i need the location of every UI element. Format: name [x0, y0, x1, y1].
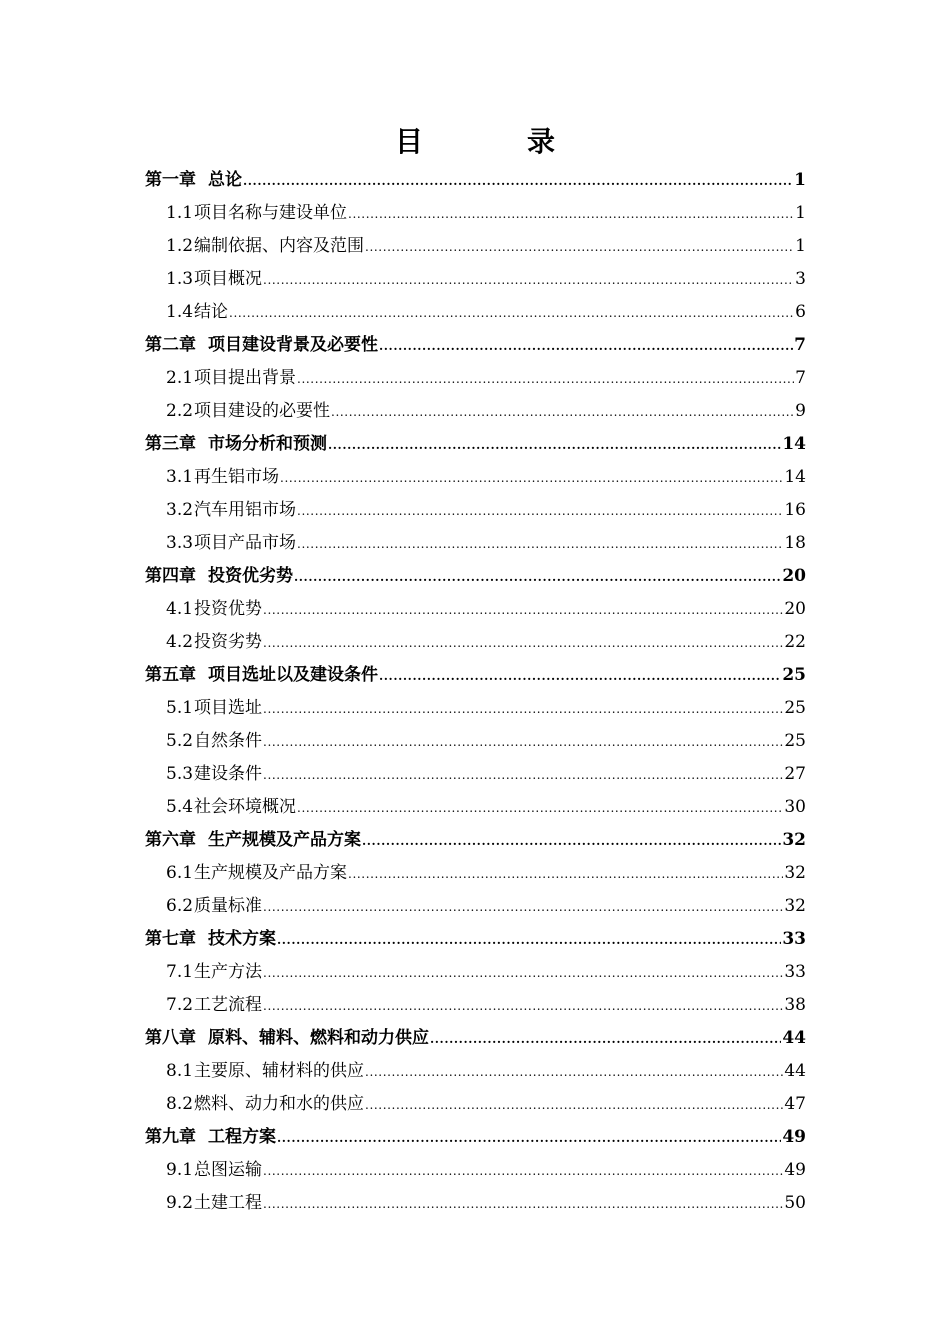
toc-entry-label — [166, 857, 347, 890]
toc-page-number: 38 — [784, 995, 806, 1015]
toc-entry-number: 第七章 — [145, 929, 196, 949]
dot-leader — [430, 1023, 781, 1056]
toc-entry-title: 投资优势 — [194, 599, 263, 619]
dot-leader — [263, 1155, 783, 1188]
toc-entry-label — [166, 1154, 262, 1187]
toc-page-number: 20 — [782, 566, 806, 586]
toc-entry-title: 生产规模及产品方案 — [194, 863, 348, 883]
dot-leader — [263, 1188, 783, 1221]
dot-leader — [229, 297, 794, 330]
toc-page-number: 7 — [795, 368, 806, 388]
toc-entry-title: 编制依据、内容及范围 — [194, 236, 365, 256]
toc-chapter-entry[interactable] — [145, 1022, 806, 1055]
dot-leader — [297, 528, 783, 561]
toc-section-entry[interactable] — [145, 989, 806, 1022]
toc-page-number: 1 — [795, 203, 806, 223]
toc-entry-label — [166, 626, 262, 659]
toc-entry-title: 结论 — [194, 302, 229, 322]
toc-entry-label — [166, 758, 262, 791]
toc-entry-label — [166, 890, 262, 923]
toc-entry-title: 再生铝市场 — [194, 467, 280, 487]
toc-entry-title: 项目概况 — [194, 269, 263, 289]
toc-entry-number: 第一章 — [145, 170, 196, 190]
toc-entry-title: 工艺流程 — [194, 995, 263, 1015]
toc-section-entry[interactable] — [145, 362, 806, 395]
dot-leader — [263, 957, 783, 990]
toc-entry-label — [166, 989, 262, 1022]
toc-chapter-entry[interactable] — [145, 659, 806, 692]
toc-chapter-entry[interactable] — [145, 1121, 806, 1154]
dot-leader — [297, 792, 783, 825]
toc-entry-number: 1.1 — [166, 203, 194, 223]
dot-leader — [263, 693, 783, 726]
dot-leader — [297, 363, 794, 396]
toc-section-entry[interactable] — [145, 1187, 806, 1220]
toc-entry-title: 项目建设的必要性 — [194, 401, 331, 421]
toc-page-number: 25 — [784, 698, 806, 718]
toc-entry-number: 5.4 — [166, 797, 194, 817]
toc-entry-title: 总论 — [208, 170, 242, 190]
toc-entry-number: 6.1 — [166, 863, 194, 883]
toc-entry-label — [145, 164, 242, 197]
toc-entry-number: 第九章 — [145, 1127, 196, 1147]
toc-chapter-entry[interactable] — [145, 923, 806, 956]
toc-entry-number: 第八章 — [145, 1028, 196, 1048]
toc-chapter-entry[interactable] — [145, 560, 806, 593]
toc-section-entry[interactable] — [145, 1055, 806, 1088]
toc-entry-label — [166, 593, 262, 626]
toc-page-number: 49 — [782, 1127, 806, 1147]
dot-leader — [365, 1089, 783, 1122]
toc-page-number: 1 — [795, 236, 806, 256]
toc-entry-label — [166, 527, 296, 560]
toc-chapter-entry[interactable] — [145, 824, 806, 857]
toc-entry-number: 7.2 — [166, 995, 194, 1015]
dot-leader — [348, 198, 794, 231]
toc-section-entry[interactable] — [145, 725, 806, 758]
dot-leader — [263, 726, 783, 759]
dot-leader — [277, 924, 781, 957]
toc-section-entry[interactable] — [145, 593, 806, 626]
dot-leader — [263, 627, 783, 660]
dot-leader — [362, 825, 781, 858]
toc-entry-title: 燃料、动力和水的供应 — [194, 1094, 365, 1114]
toc-entry-number: 4.1 — [166, 599, 194, 619]
toc-entry-label — [166, 1088, 364, 1121]
toc-section-entry[interactable] — [145, 230, 806, 263]
toc-entry-number: 8.2 — [166, 1094, 194, 1114]
toc-entry-label — [166, 461, 279, 494]
toc-list — [145, 164, 806, 1220]
toc-entry-number: 9.2 — [166, 1193, 194, 1213]
toc-entry-label — [145, 329, 378, 362]
toc-section-entry[interactable] — [145, 626, 806, 659]
dot-leader — [294, 561, 781, 594]
toc-page-number: 47 — [784, 1094, 806, 1114]
toc-entry-title: 生产规模及产品方案 — [208, 830, 361, 850]
dot-leader — [277, 1122, 781, 1155]
dot-leader — [263, 990, 783, 1023]
toc-entry-number: 5.2 — [166, 731, 194, 751]
toc-page-number: 14 — [784, 467, 806, 487]
toc-entry-title: 自然条件 — [194, 731, 263, 751]
toc-entry-title: 工程方案 — [208, 1127, 276, 1147]
toc-entry-title: 项目产品市场 — [194, 533, 297, 553]
dot-leader — [263, 594, 783, 627]
toc-entry-title: 项目建设背景及必要性 — [208, 335, 378, 355]
toc-entry-label — [145, 923, 276, 956]
toc-entry-number: 3.3 — [166, 533, 194, 553]
toc-entry-title: 投资劣势 — [194, 632, 263, 652]
toc-page-number: 33 — [784, 962, 806, 982]
toc-page-number: 6 — [795, 302, 806, 322]
dot-leader — [348, 858, 783, 891]
toc-page-number: 14 — [782, 434, 806, 454]
toc-entry-title: 项目选址以及建设条件 — [208, 665, 378, 685]
toc-entry-number: 6.2 — [166, 896, 194, 916]
toc-entry-number: 第六章 — [145, 830, 196, 850]
toc-title: 目 录 — [394, 125, 593, 158]
toc-section-entry[interactable] — [145, 890, 806, 923]
toc-entry-title: 原料、辅料、燃料和动力供应 — [208, 1028, 429, 1048]
dot-leader — [331, 396, 794, 429]
toc-entry-label — [166, 692, 262, 725]
toc-entry-label — [166, 296, 228, 329]
toc-entry-title: 主要原、辅材料的供应 — [194, 1061, 365, 1081]
toc-entry-label — [166, 362, 296, 395]
toc-page-number: 50 — [784, 1193, 806, 1213]
toc-page-number: 32 — [784, 863, 806, 883]
toc-chapter-entry[interactable] — [145, 428, 806, 461]
toc-section-entry[interactable] — [145, 494, 806, 527]
dot-leader — [379, 330, 793, 363]
toc-entry-title: 汽车用铝市场 — [194, 500, 297, 520]
toc-entry-title: 生产方法 — [194, 962, 263, 982]
dot-leader — [280, 462, 783, 495]
toc-entry-number: 5.1 — [166, 698, 194, 718]
toc-page-number: 25 — [782, 665, 806, 685]
toc-entry-number: 7.1 — [166, 962, 194, 982]
toc-page-number: 33 — [782, 929, 806, 949]
toc-entry-label — [166, 197, 347, 230]
toc-entry-title: 质量标准 — [194, 896, 263, 916]
toc-entry-label — [166, 791, 296, 824]
toc-entry-title: 总图运输 — [194, 1160, 263, 1180]
toc-section-entry[interactable] — [145, 395, 806, 428]
toc-entry-label — [166, 1055, 364, 1088]
toc-page-number: 30 — [784, 797, 806, 817]
toc-entry-label — [166, 263, 262, 296]
toc-section-entry[interactable] — [145, 1154, 806, 1187]
toc-entry-title: 建设条件 — [194, 764, 263, 784]
dot-leader — [263, 891, 783, 924]
toc-chapter-entry[interactable] — [145, 164, 806, 197]
toc-entry-number: 3.1 — [166, 467, 194, 487]
toc-entry-number: 8.1 — [166, 1061, 194, 1081]
toc-section-entry[interactable] — [145, 1088, 806, 1121]
toc-section-entry[interactable] — [145, 527, 806, 560]
toc-entry-number: 1.2 — [166, 236, 194, 256]
toc-entry-title: 投资优劣势 — [208, 566, 293, 586]
toc-entry-number: 2.1 — [166, 368, 194, 388]
toc-entry-label — [166, 494, 296, 527]
toc-entry-label — [145, 824, 361, 857]
toc-entry-number: 第二章 — [145, 335, 196, 355]
toc-page-number: 25 — [784, 731, 806, 751]
toc-page-number: 18 — [784, 533, 806, 553]
toc-entry-label — [145, 1022, 429, 1055]
toc-page-number: 32 — [784, 896, 806, 916]
toc-section-entry[interactable] — [145, 296, 806, 329]
toc-page-number: 16 — [784, 500, 806, 520]
toc-entry-title: 社会环境概况 — [194, 797, 297, 817]
dot-leader — [263, 759, 783, 792]
toc-entry-number: 第三章 — [145, 434, 196, 454]
toc-entry-title: 土建工程 — [194, 1193, 263, 1213]
toc-entry-label — [166, 395, 330, 428]
toc-section-entry[interactable] — [145, 857, 806, 890]
toc-page-number: 3 — [795, 269, 806, 289]
toc-entry-label — [145, 659, 378, 692]
toc-entry-number: 1.3 — [166, 269, 194, 289]
toc-section-entry[interactable] — [145, 692, 806, 725]
dot-leader — [365, 231, 794, 264]
toc-entry-number: 1.4 — [166, 302, 194, 322]
toc-entry-label — [145, 560, 293, 593]
dot-leader — [365, 1056, 783, 1089]
toc-page-number: 44 — [782, 1028, 806, 1048]
toc-page-number: 49 — [784, 1160, 806, 1180]
dot-leader — [297, 495, 783, 528]
toc-page-number: 44 — [784, 1061, 806, 1081]
toc-section-entry[interactable] — [145, 197, 806, 230]
toc-section-entry[interactable] — [145, 263, 806, 296]
toc-section-entry[interactable] — [145, 758, 806, 791]
toc-entry-number: 9.1 — [166, 1160, 194, 1180]
dot-leader — [263, 264, 794, 297]
toc-entry-title: 市场分析和预测 — [208, 434, 327, 454]
toc-entry-label — [145, 428, 327, 461]
toc-entry-number: 第五章 — [145, 665, 196, 685]
toc-entry-label — [166, 956, 262, 989]
toc-page-number: 9 — [795, 401, 806, 421]
toc-entry-number: 3.2 — [166, 500, 194, 520]
toc-entry-number: 2.2 — [166, 401, 194, 421]
toc-entry-label — [145, 1121, 276, 1154]
toc-section-entry[interactable] — [145, 461, 806, 494]
toc-entry-number: 第四章 — [145, 566, 196, 586]
dot-leader — [379, 660, 781, 693]
toc-entry-number: 5.3 — [166, 764, 194, 784]
dot-leader — [243, 165, 793, 198]
toc-page-number: 7 — [794, 335, 806, 355]
toc-entry-title: 项目提出背景 — [194, 368, 297, 388]
toc-page-number: 20 — [784, 599, 806, 619]
toc-page-number: 27 — [784, 764, 806, 784]
toc-entry-title: 项目名称与建设单位 — [194, 203, 348, 223]
toc-entry-label — [166, 725, 262, 758]
toc-page-number: 22 — [784, 632, 806, 652]
toc-entry-number: 4.2 — [166, 632, 194, 652]
dot-leader — [328, 429, 781, 462]
toc-entry-label — [166, 1187, 262, 1220]
toc-entry-title: 项目选址 — [194, 698, 263, 718]
toc-chapter-entry[interactable] — [145, 329, 806, 362]
toc-section-entry[interactable] — [145, 791, 806, 824]
toc-page-number: 32 — [782, 830, 806, 850]
toc-page-number: 1 — [794, 170, 806, 190]
toc-section-entry[interactable] — [145, 956, 806, 989]
toc-entry-label — [166, 230, 364, 263]
toc-entry-title: 技术方案 — [208, 929, 276, 949]
